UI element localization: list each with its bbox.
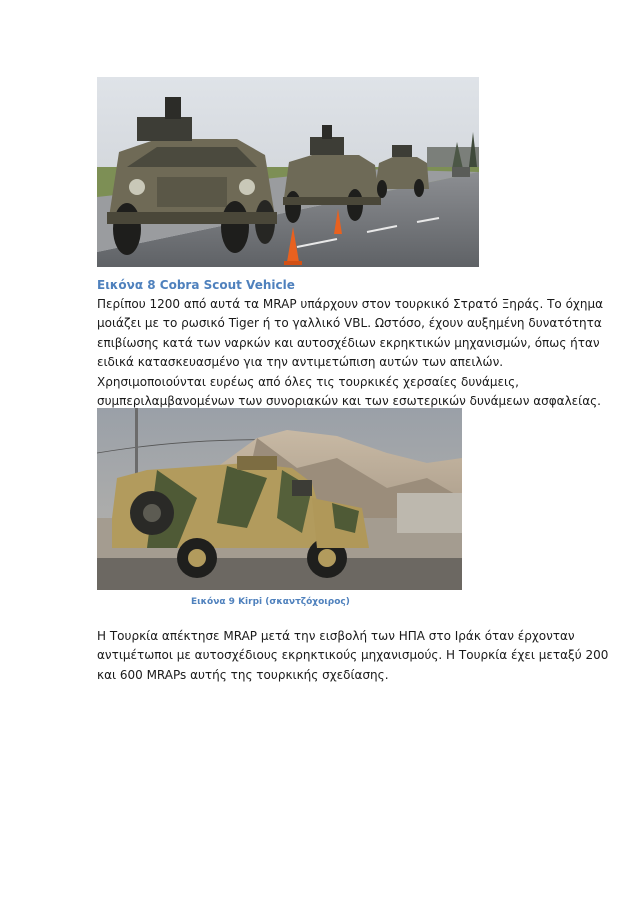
paragraph-line: μοιάζει με το ρωσικό Tiger ή το γαλλικό VBL. Ωστόσο, έχουν αυξημένη δυνατότητα: [97, 316, 602, 331]
figure-9-caption: Εικόνα 9 Kirpi (σκαντζόχοιρος): [191, 597, 350, 607]
paragraph-line: ειδικά κατασκευασμένο για την αντιμετώπιση αυτών των απειλών.: [97, 355, 504, 370]
body-paragraph-1: [97, 295, 603, 411]
paragraph-line: συμπεριλαμβανομένων των συνοριακών και των εσωτερικών δυνάμεων ασφαλείας.: [97, 394, 601, 409]
paragraph-line: Χρησιμοποιούνται ευρέως από όλες τις τουρκικές χερσαίες δυνάμεις,: [97, 374, 519, 389]
paragraph-line: και 600 MRAPs αυτής της τουρκικής σχεδίασης.: [97, 667, 389, 682]
cobra-vehicle-photo: [97, 77, 479, 267]
figure-8-caption: Εικόνα 8 Cobra Scout Vehicle: [97, 278, 295, 292]
paragraph-line: Η Τουρκία απέκτησε MRAP μετά την εισβολή των ΗΠΑ στο Ιράκ όταν έρχονταν: [97, 629, 575, 643]
paragraph-line: αντιμέτωποι με αυτοσχέδιους εκρηκτικούς μηχανισμούς. Η Τουρκία έχει μεταξύ 200: [97, 648, 609, 663]
kirpi-vehicle-photo: [97, 408, 462, 590]
body-paragraph-2: [97, 627, 609, 685]
paragraph-line: Περίπου 1200 από αυτά τα MRAP υπάρχουν στον τουρκικό Στρατό Ξηράς. Το όχημα: [97, 297, 603, 311]
paragraph-line: επιβίωσης κατά των ναρκών και αυτοσχέδιων εκρηκτικών μηχανισμών, όπως ήταν: [97, 335, 600, 350]
